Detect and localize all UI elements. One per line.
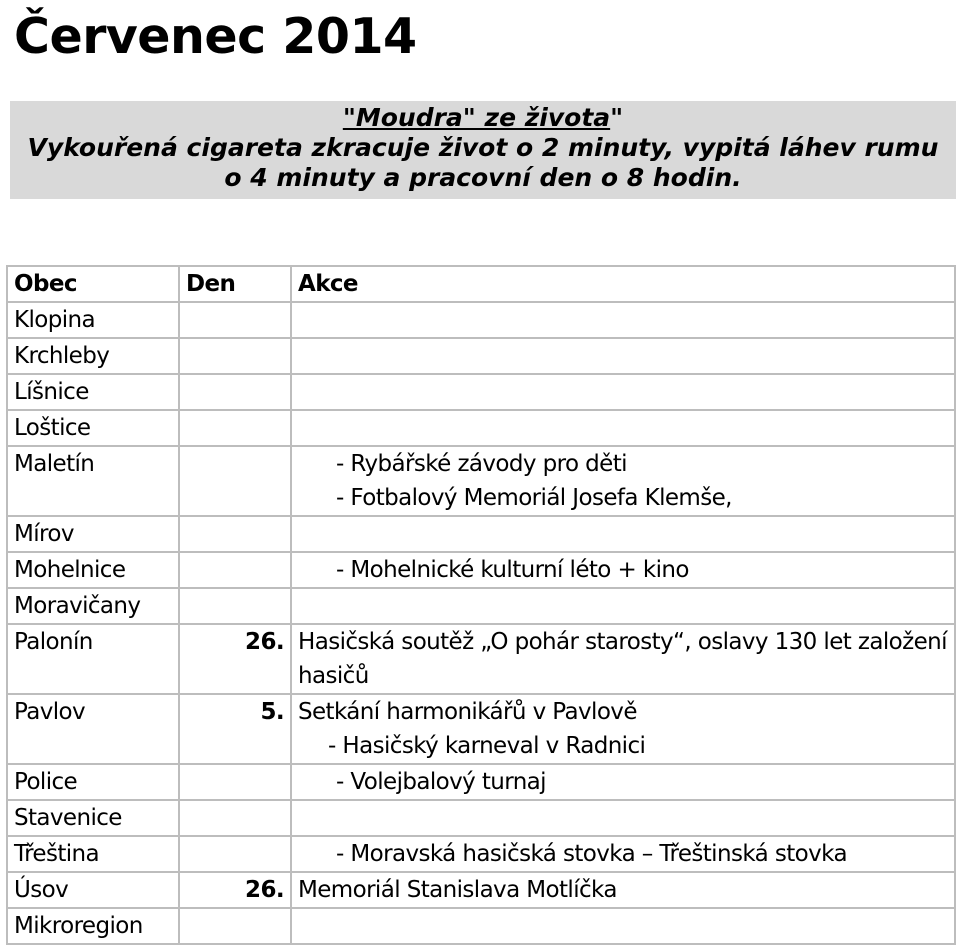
cell-den [179,302,291,338]
cell-obec: Police [7,764,179,800]
cell-obec: Mikroregion [7,908,179,944]
cell-obec: Palonín [7,624,179,694]
column-header-akce: Akce [291,266,955,302]
table-row [7,908,955,944]
cell-den [179,764,291,800]
cell-akce [291,374,955,410]
akce-line: - Fotbalový Memoriál Josefa Klemše, [336,485,732,511]
quote-heading [10,101,956,133]
cell-den [179,446,291,516]
cell-akce [291,908,955,944]
akce-line: - Moravská hasičská stovka – Třeštinská stovka [336,841,847,867]
cell-akce [291,624,955,694]
page-title: Červenec 2014 [14,8,417,65]
table-row [7,410,955,446]
table-row [7,302,955,338]
cell-akce [291,446,955,516]
cell-obec: Loštice [7,410,179,446]
events-table-body [7,302,955,944]
table-row [7,588,955,624]
quote-box [10,101,956,199]
cell-obec: Klopina [7,302,179,338]
cell-akce [291,694,955,764]
table-header-row [7,266,955,302]
cell-obec: Mohelnice [7,552,179,588]
cell-akce [291,516,955,552]
akce-line: - Volejbalový turnaj [336,769,546,795]
akce-line: Setkání harmonikářů v Pavlově [298,699,637,725]
akce-line: - Rybářské závody pro děti [336,451,627,477]
cell-den [179,552,291,588]
quote-heading-text: "Moudra" ze života [342,103,611,132]
cell-obec: Úsov [7,872,179,908]
column-header-den: Den [179,266,291,302]
cell-den: 26. [179,624,291,694]
table-row [7,836,955,872]
cell-obec: Moravičany [7,588,179,624]
table-row [7,800,955,836]
table-row [7,694,955,764]
cell-obec: Pavlov [7,694,179,764]
cell-den [179,338,291,374]
cell-obec: Krchleby [7,338,179,374]
cell-akce [291,800,955,836]
cell-akce [291,872,955,908]
cell-akce [291,410,955,446]
table-row [7,552,955,588]
cell-obec: Stavenice [7,800,179,836]
table-row [7,374,955,410]
cell-akce [291,338,955,374]
cell-den [179,908,291,944]
column-header-obec: Obec [7,266,179,302]
akce-line: Memoriál Stanislava Motlíčka [298,877,617,903]
cell-obec: Líšnice [7,374,179,410]
akce-line: Hasičská soutěž „O pohár starosty“, oslavy 130 let založení hasičů [298,629,947,689]
table-row [7,338,955,374]
cell-den [179,410,291,446]
cell-den: 5. [179,694,291,764]
cell-den [179,374,291,410]
cell-den [179,588,291,624]
table-row [7,516,955,552]
cell-akce [291,588,955,624]
quote-heading-tail: " [610,103,624,132]
cell-den [179,836,291,872]
akce-line: - Hasičský karneval v Radnici [328,733,646,759]
cell-akce [291,836,955,872]
events-table [6,265,956,945]
table-row [7,624,955,694]
cell-den [179,516,291,552]
cell-den: 26. [179,872,291,908]
table-row [7,872,955,908]
cell-den [179,800,291,836]
cell-obec: Mírov [7,516,179,552]
cell-obec: Maletín [7,446,179,516]
quote-text: Vykouřená cigareta zkracuje život o 2 minuty, vypitá láhev rumu o 4 minuty a pracovní den o 8 hodin. [27,133,939,192]
cell-akce [291,764,955,800]
table-row [7,764,955,800]
cell-akce [291,552,955,588]
akce-line: - Mohelnické kulturní léto + kino [336,557,689,583]
cell-akce [291,302,955,338]
table-row [7,446,955,516]
cell-obec: Třeština [7,836,179,872]
